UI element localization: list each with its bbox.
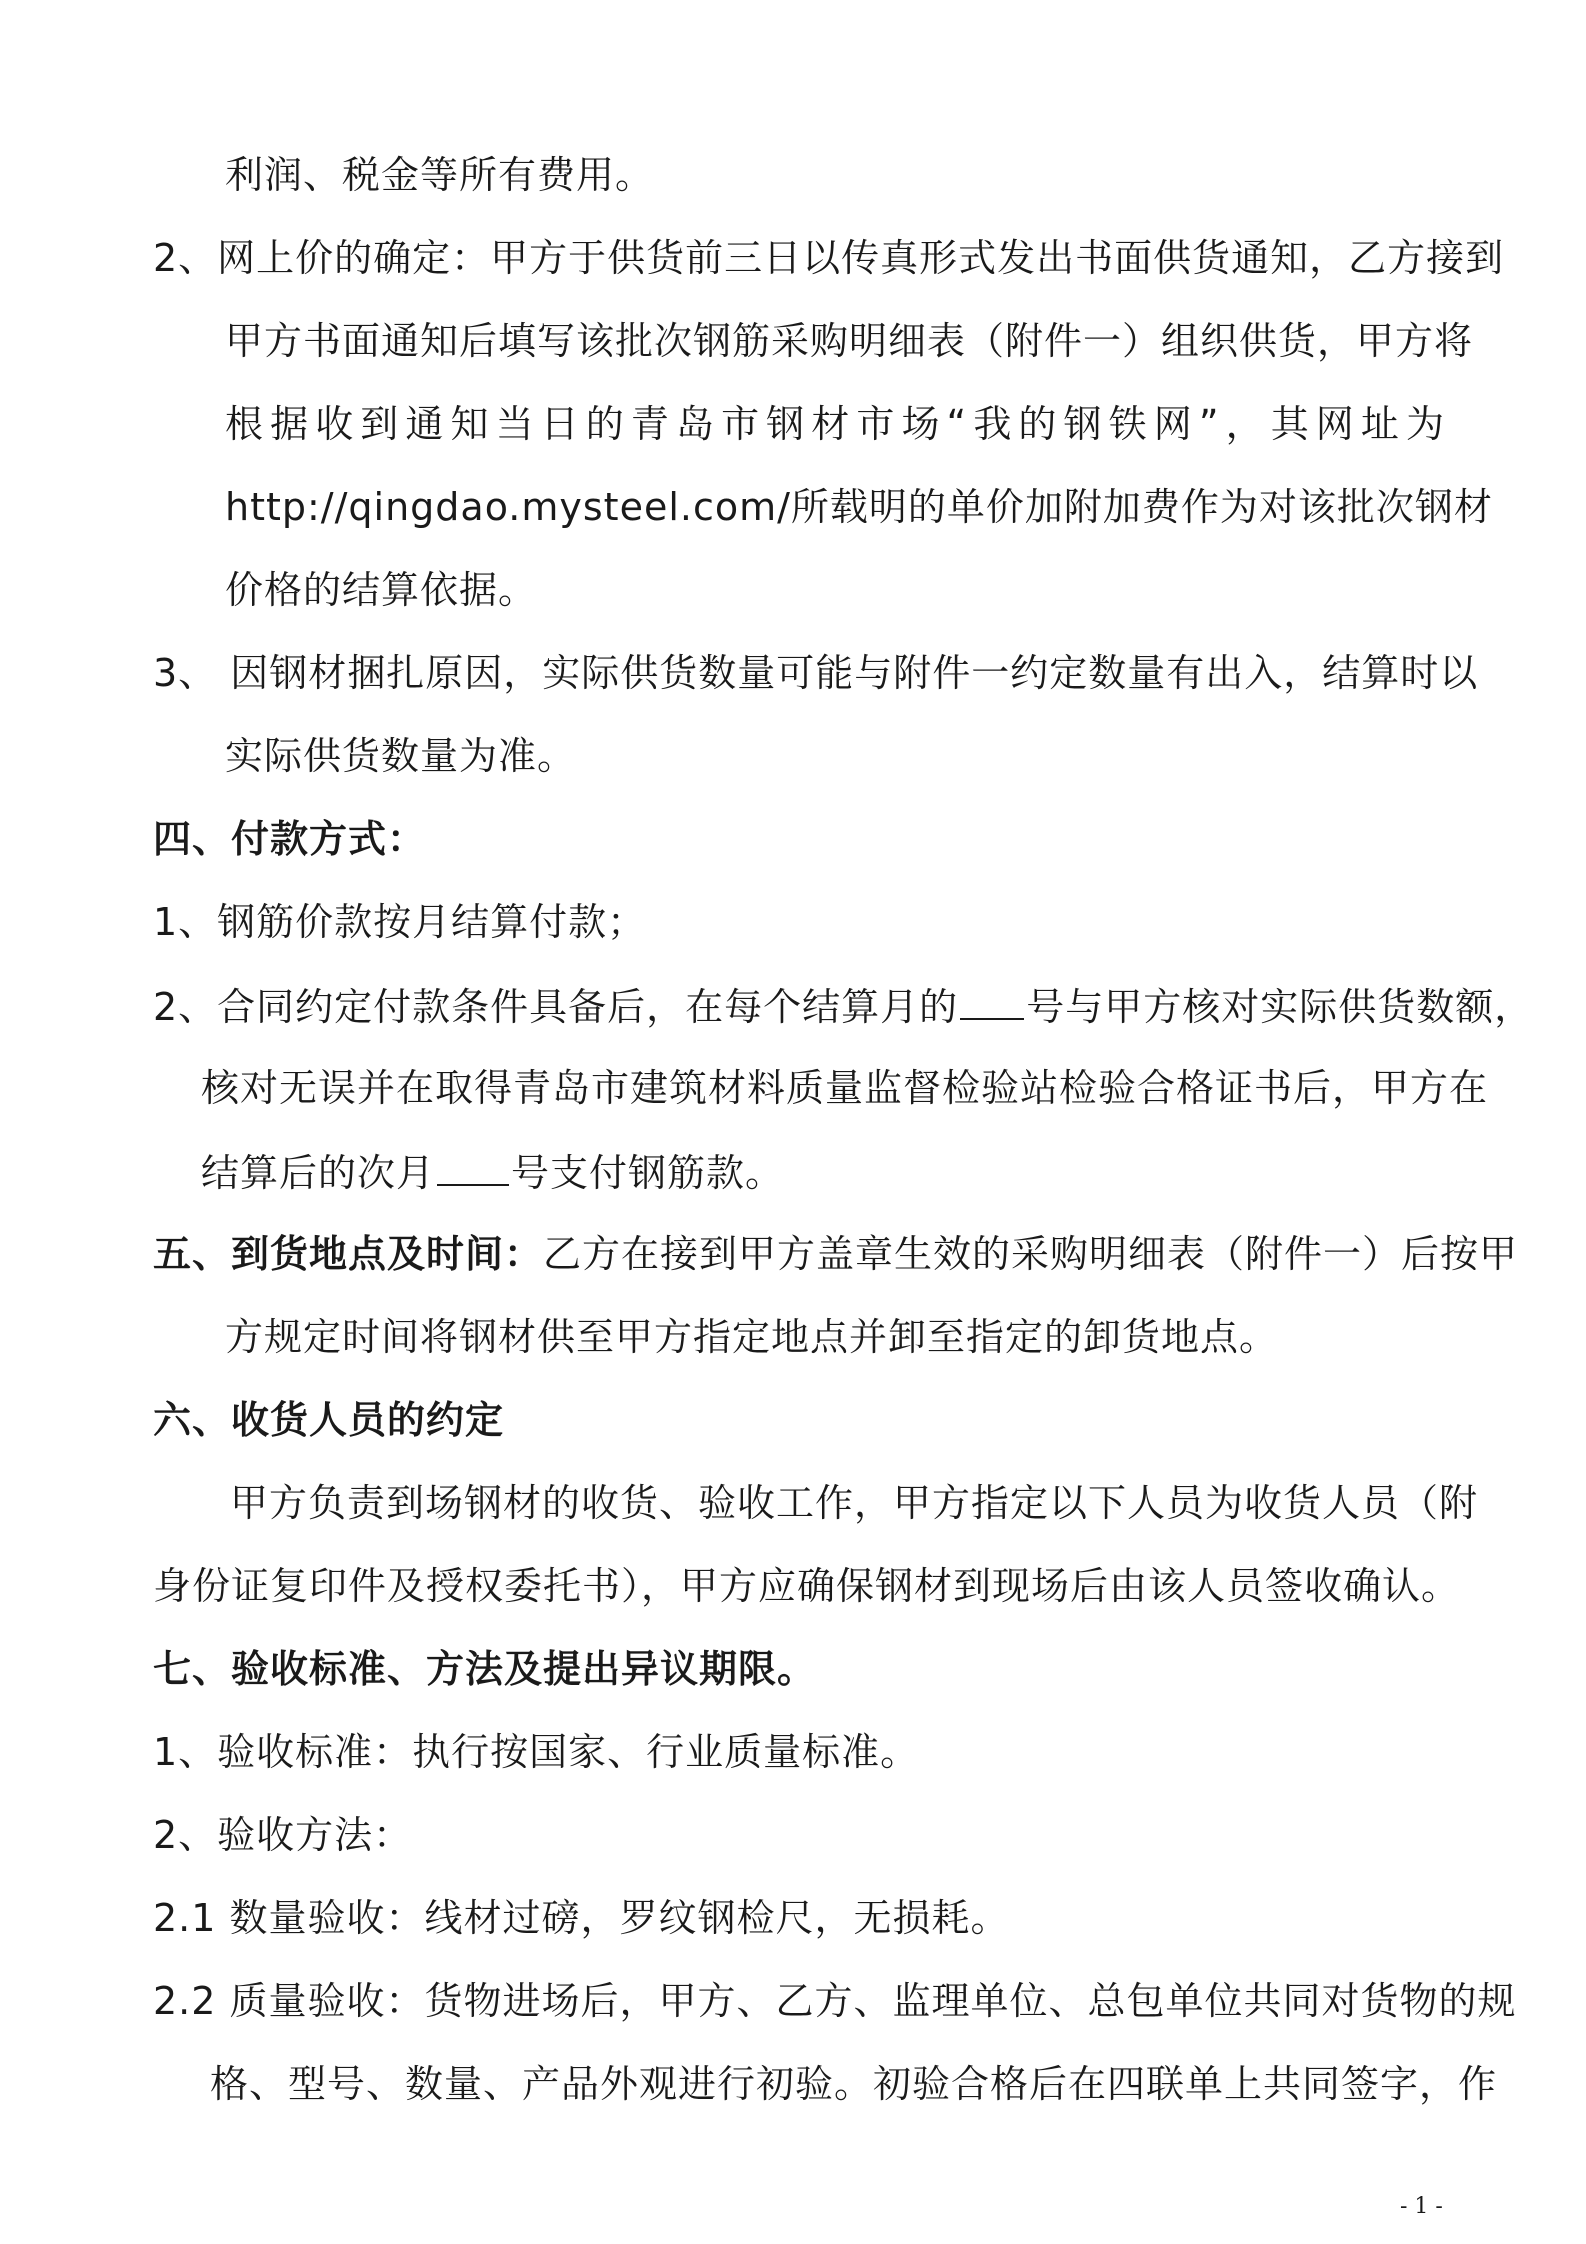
- text-line: 核对无误并在取得青岛市建筑材料质量监督检验站检验合格证书后，甲方在: [201, 1066, 1489, 1110]
- text-line: 2、网上价的确定：甲方于供货前三日以传真形式发出书面供货通知，乙方接到: [153, 236, 1505, 280]
- text-line: 利润、税金等所有费用。: [225, 153, 655, 197]
- payment-text-a: 2、合同约定付款条件具备后，在每个结算月的: [153, 985, 959, 1029]
- settle-text-a: 结算后的次月: [201, 1151, 436, 1195]
- text-line: 身份证复印件及授权委托书），甲方应确保钢材到现场后由该人员签收确认。: [153, 1564, 1461, 1608]
- text-line: 方规定时间将钢材供至甲方指定地点并卸至指定的卸货地点。: [225, 1315, 1279, 1359]
- settle-text-b: 号支付钢筋款。: [511, 1151, 785, 1195]
- blank-field: [437, 1146, 509, 1186]
- text-line: 甲方负责到场钢材的收货、验收工作，甲方指定以下人员为收货人员（附: [230, 1481, 1479, 1525]
- section-heading: 六、收货人员的约定: [153, 1398, 505, 1442]
- blank-field: [960, 980, 1024, 1020]
- text-line: 价格的结算依据。: [225, 568, 538, 612]
- text-line: 甲方书面通知后填写该批次钢筋采购明细表（附件一）组织供货，甲方将: [225, 319, 1474, 363]
- section-heading: 七、验收标准、方法及提出异议期限。: [153, 1647, 817, 1691]
- text-line: 根据收到通知当日的青岛市钢材市场“我的钢铁网”，其网址为: [225, 402, 1445, 446]
- payment-line: [153, 980, 1533, 1032]
- text-line: 实际供货数量为准。: [225, 734, 577, 778]
- section-heading: 四、付款方式：: [153, 817, 427, 861]
- section-heading: 五、到货地点及时间：: [153, 1232, 544, 1276]
- text-line: 2、验收方法：: [153, 1813, 413, 1857]
- text-line: 格、型号、数量、产品外观进行初验。初验合格后在四联单上共同签字，作: [210, 2062, 1498, 2106]
- text-line: 1、钢筋价款按月结算付款；: [153, 900, 647, 944]
- text-line: 2.1 数量验收：线材过磅，罗纹钢检尺，无损耗。: [153, 1896, 1010, 1940]
- text-line: http://qingdao.mysteel.com/所载明的单价加附加费作为对该批次钢材: [225, 485, 1493, 529]
- settle-line: [201, 1146, 784, 1198]
- text-line: 1、验收标准：执行按国家、行业质量标准。: [153, 1730, 920, 1774]
- delivery-line: [153, 1229, 1518, 1279]
- payment-text-b: 号与甲方核对实际供货数额，: [1026, 985, 1534, 1029]
- page-number: - 1 -: [1400, 2194, 1443, 2219]
- text-line: 3、 因钢材捆扎原因，实际供货数量可能与附件一约定数量有出入，结算时以: [153, 651, 1479, 695]
- text-line: 2.2 质量验收：货物进场后，甲方、乙方、监理单位、总包单位共同对货物的规: [153, 1979, 1517, 2023]
- delivery-text: 乙方在接到甲方盖章生效的采购明细表（附件一）后按甲: [543, 1232, 1519, 1276]
